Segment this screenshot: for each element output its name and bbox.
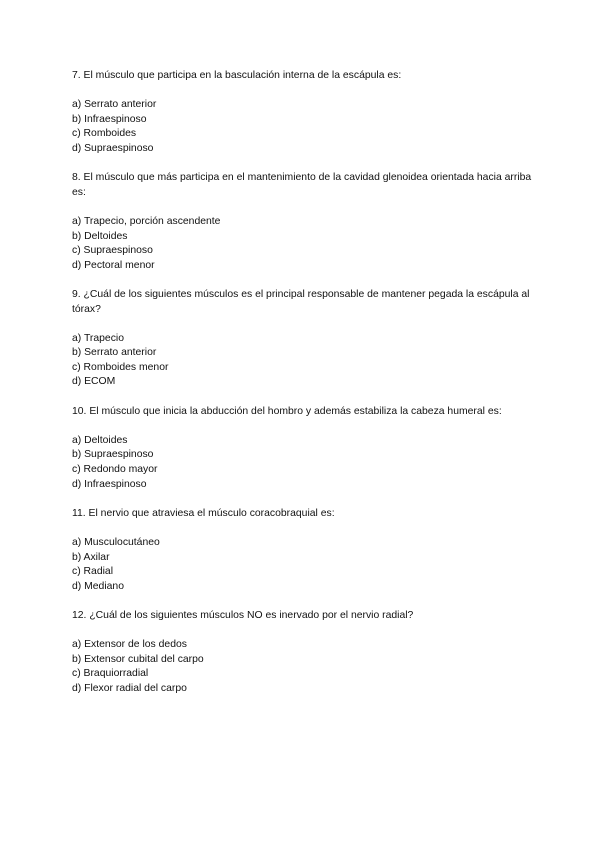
question-text: 11. El nervio que atraviesa el músculo coracobraquial es: [72,507,335,519]
option-c: c) Romboides menor [72,361,169,373]
option-c: c) Redondo mayor [72,464,158,476]
option-c: c) Radial [72,566,113,578]
document-page [72,69,532,711]
option-b: b) Deltoides [72,230,128,242]
option-b: b) Axilar [72,551,110,563]
option-d: d) Infraespinoso [72,478,147,490]
option-a: a) Trapecio [72,332,124,344]
option-b: b) Supraespinoso [72,449,154,461]
question-text: 7. El músculo que participa en la basculación interna de la escápula es: [72,70,402,81]
option-c: c) Braquiorradial [72,668,149,680]
options-list [72,332,532,390]
option-d: d) Pectoral menor [72,259,155,271]
option-a: a) Extensor de los dedos [72,639,187,651]
question-11 [72,507,532,595]
question-7 [72,69,532,157]
option-b: b) Serrato anterior [72,347,157,359]
question-10 [72,405,532,493]
option-b: b) Infraespinoso [72,113,147,125]
option-a: a) Serrato anterior [72,99,157,111]
option-a: a) Trapecio, porción ascendente [72,215,221,227]
option-a: a) Musculocutáneo [72,537,160,548]
options-list [72,215,532,273]
option-b: b) Extensor cubital del carpo [72,653,204,665]
question-text: 10. El músculo que inicia la abducción del hombro y además estabiliza la cabeza humeral es: [72,405,502,417]
option-a: a) Deltoides [72,434,128,446]
option-d: d) ECOM [72,376,116,388]
option-d: d) Flexor radial del carpo [72,682,187,694]
question-text: 12. ¿Cuál de los siguientes músculos NO es inervado por el nervio radial? [72,609,414,621]
option-c: c) Romboides [72,128,137,140]
question-text: 9. ¿Cuál de los siguientes músculos es el principal responsable de mantener pegada la escápula al tórax? [72,288,530,315]
option-d: d) Supraespinoso [72,142,154,154]
options-list [72,98,532,156]
question-9 [72,288,532,390]
options-list [72,434,532,492]
question-text: 8. El músculo que más participa en el mantenimiento de la cavidad glenoidea orientada hacia arriba es: [72,172,532,198]
option-c: c) Supraespinoso [72,245,153,257]
question-12 [72,609,532,697]
options-list [72,536,532,594]
options-list [72,638,532,696]
option-d: d) Mediano [72,580,124,592]
question-8 [72,171,532,273]
